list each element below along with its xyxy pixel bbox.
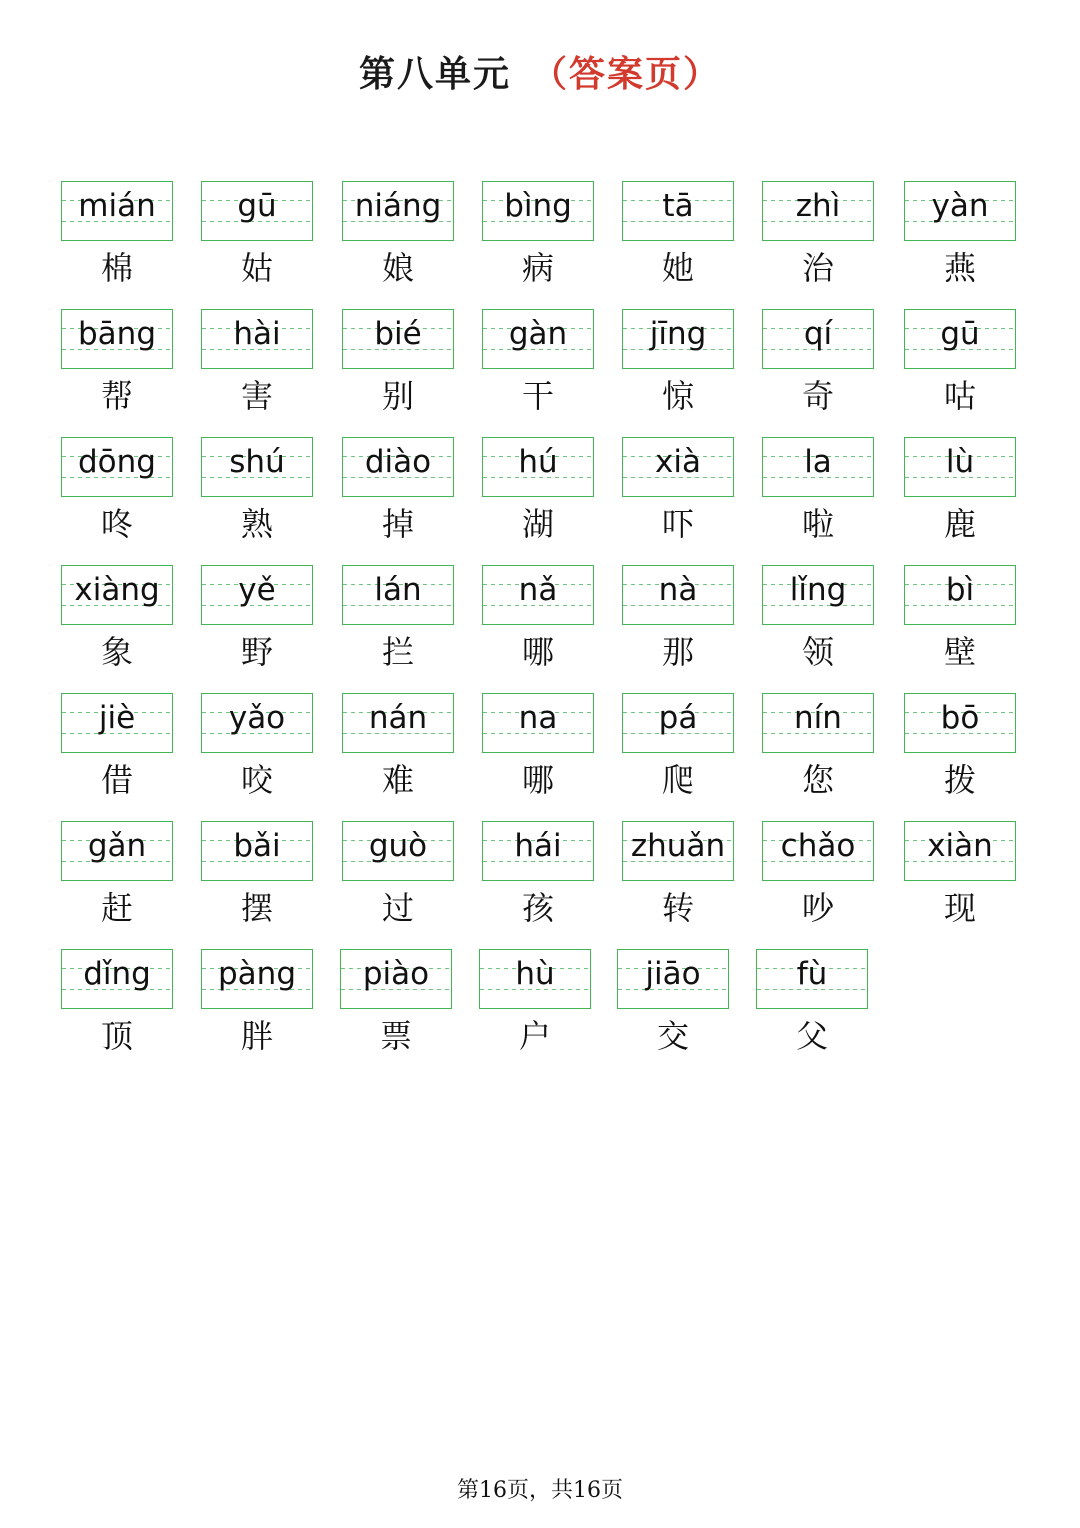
word-cell — [622, 309, 734, 429]
word-cell — [61, 949, 173, 1069]
pinyin-text: gàn — [508, 316, 568, 352]
pinyin-box — [622, 693, 734, 753]
pinyin-box — [904, 821, 1016, 881]
word-cell — [482, 693, 594, 813]
word-cell — [904, 181, 1016, 301]
pinyin-box — [904, 565, 1016, 625]
word-cell — [342, 821, 454, 941]
pinyin-text: qí — [803, 316, 833, 352]
word-cell — [756, 949, 868, 1069]
hanzi-character: 现 — [943, 889, 976, 927]
pinyin-text: yàn — [931, 188, 989, 224]
hanzi-character: 壁 — [943, 633, 976, 671]
hanzi-character: 咬 — [240, 761, 273, 799]
hanzi-character: 拨 — [943, 761, 976, 799]
pinyin-box — [61, 181, 173, 241]
hanzi-character: 帮 — [100, 377, 133, 415]
pinyin-box — [342, 821, 454, 881]
pinyin-box — [61, 437, 173, 497]
pinyin-text: xiàn — [927, 828, 993, 864]
pinyin-box — [201, 949, 313, 1009]
word-cell — [201, 693, 313, 813]
hanzi-character: 交 — [656, 1017, 689, 1055]
hanzi-character: 拦 — [381, 633, 414, 671]
pinyin-box — [482, 565, 594, 625]
hanzi-character: 奇 — [801, 377, 834, 415]
pinyin-text: fù — [796, 956, 828, 992]
pinyin-text: bō — [940, 700, 980, 736]
answer-page-label: （答案页） — [531, 53, 722, 95]
word-cell — [61, 437, 173, 557]
word-cell — [61, 565, 173, 685]
hanzi-character: 她 — [661, 249, 694, 287]
hanzi-character: 顶 — [100, 1017, 133, 1055]
word-cell — [342, 565, 454, 685]
hanzi-character: 咕 — [943, 377, 976, 415]
hanzi-character: 干 — [521, 377, 554, 415]
word-cell — [904, 821, 1016, 941]
word-cell — [61, 693, 173, 813]
word-cell — [201, 949, 313, 1069]
pinyin-box — [756, 949, 868, 1009]
hanzi-character: 病 — [521, 249, 554, 287]
word-cell — [622, 565, 734, 685]
hanzi-character: 吵 — [801, 889, 834, 927]
hanzi-character: 惊 — [661, 377, 694, 415]
pinyin-text: tā — [662, 188, 694, 224]
pinyin-text: jiè — [98, 700, 136, 736]
hanzi-character: 那 — [661, 633, 694, 671]
pinyin-text: bāng — [78, 316, 156, 352]
pinyin-box — [622, 181, 734, 241]
unit-title: 第八单元 — [358, 53, 511, 95]
hanzi-character: 别 — [381, 377, 414, 415]
pinyin-box — [342, 693, 454, 753]
hanzi-character: 借 — [100, 761, 133, 799]
pinyin-text: bì — [945, 572, 975, 608]
pinyin-text: jiāo — [645, 956, 701, 992]
hanzi-character: 您 — [801, 761, 834, 799]
word-cell — [762, 437, 874, 557]
pinyin-box — [201, 565, 313, 625]
pinyin-text: nǎ — [518, 572, 558, 608]
word-cell — [762, 565, 874, 685]
pinyin-text: nín — [794, 700, 842, 736]
word-cell — [61, 181, 173, 301]
pinyin-box — [201, 693, 313, 753]
hanzi-character: 赶 — [100, 889, 133, 927]
pinyin-text: nán — [368, 700, 428, 736]
pinyin-box — [61, 309, 173, 369]
hanzi-character: 娘 — [381, 249, 414, 287]
pinyin-text: mián — [78, 188, 156, 224]
pinyin-text: gǎn — [87, 828, 147, 864]
hanzi-character: 过 — [381, 889, 414, 927]
word-cell — [904, 437, 1016, 557]
pinyin-box — [61, 821, 173, 881]
pinyin-box — [617, 949, 729, 1009]
word-cell — [482, 821, 594, 941]
hanzi-character: 治 — [801, 249, 834, 287]
pinyin-text: gū — [237, 188, 277, 224]
pinyin-text: zhì — [795, 188, 841, 224]
hanzi-character: 咚 — [100, 505, 133, 543]
hanzi-character: 摆 — [240, 889, 273, 927]
pinyin-text: niáng — [354, 188, 442, 224]
pinyin-text: nà — [658, 572, 698, 608]
pinyin-box — [342, 437, 454, 497]
pinyin-box — [201, 181, 313, 241]
pinyin-text: lán — [374, 572, 422, 608]
hanzi-character: 哪 — [521, 761, 554, 799]
pinyin-text: la — [804, 444, 832, 480]
word-cell — [201, 821, 313, 941]
pinyin-text: pàng — [218, 956, 296, 992]
hanzi-character: 燕 — [943, 249, 976, 287]
pinyin-box — [904, 693, 1016, 753]
pinyin-text: chǎo — [780, 828, 856, 864]
word-cell — [762, 821, 874, 941]
hanzi-character: 转 — [661, 889, 694, 927]
hanzi-character: 野 — [240, 633, 273, 671]
pinyin-box — [904, 437, 1016, 497]
pinyin-box — [622, 437, 734, 497]
hanzi-character: 象 — [100, 633, 133, 671]
pinyin-box — [762, 565, 874, 625]
pinyin-box — [61, 949, 173, 1009]
hanzi-character: 父 — [795, 1017, 828, 1055]
pinyin-text: xià — [655, 444, 701, 480]
pinyin-text: pá — [658, 700, 698, 736]
hanzi-character: 湖 — [521, 505, 554, 543]
hanzi-character: 啦 — [801, 505, 834, 543]
pinyin-text: yě — [238, 572, 276, 608]
word-cell — [904, 309, 1016, 429]
pinyin-box — [482, 309, 594, 369]
hanzi-character: 熟 — [240, 505, 273, 543]
pinyin-text: piào — [362, 956, 430, 992]
pinyin-text: dǐng — [83, 956, 151, 992]
word-cell — [482, 181, 594, 301]
pinyin-box — [762, 181, 874, 241]
pinyin-box — [201, 309, 313, 369]
word-cell — [622, 693, 734, 813]
pinyin-box — [61, 565, 173, 625]
hanzi-character: 孩 — [521, 889, 554, 927]
pinyin-box — [904, 309, 1016, 369]
pinyin-box — [762, 821, 874, 881]
word-cell — [342, 309, 454, 429]
word-cell — [61, 309, 173, 429]
word-cell — [762, 309, 874, 429]
word-cell — [342, 181, 454, 301]
pinyin-box — [61, 693, 173, 753]
pinyin-text: hái — [514, 828, 562, 864]
pinyin-box — [622, 821, 734, 881]
pinyin-text: hài — [233, 316, 281, 352]
pinyin-box — [762, 309, 874, 369]
hanzi-character: 姑 — [240, 249, 273, 287]
hanzi-character: 哪 — [521, 633, 554, 671]
word-cell — [482, 565, 594, 685]
pinyin-box — [622, 565, 734, 625]
pinyin-text: bǎi — [233, 828, 281, 864]
pinyin-box — [201, 437, 313, 497]
pinyin-box — [622, 309, 734, 369]
pinyin-text: bìng — [504, 188, 572, 224]
pinyin-box — [482, 821, 594, 881]
pinyin-box — [342, 565, 454, 625]
word-cell — [622, 181, 734, 301]
word-cell — [482, 437, 594, 557]
pinyin-text: dōng — [78, 444, 156, 480]
pinyin-box — [482, 693, 594, 753]
pinyin-text: diào — [364, 444, 432, 480]
pinyin-box — [201, 821, 313, 881]
hanzi-character: 爬 — [661, 761, 694, 799]
word-cell — [479, 949, 591, 1069]
pinyin-box — [482, 437, 594, 497]
word-cell — [342, 437, 454, 557]
pinyin-text: hù — [515, 956, 555, 992]
word-cell — [617, 949, 729, 1069]
page-footer: 第16页，共16页 — [457, 1478, 623, 1503]
pinyin-text: guò — [368, 828, 428, 864]
pinyin-text: lǐng — [789, 572, 847, 608]
word-cell — [762, 693, 874, 813]
word-cell — [482, 309, 594, 429]
pinyin-box — [342, 181, 454, 241]
hanzi-character: 吓 — [661, 505, 694, 543]
word-cell — [201, 181, 313, 301]
word-cell — [342, 693, 454, 813]
pinyin-text: bié — [374, 316, 422, 352]
word-cell — [622, 821, 734, 941]
pinyin-box — [479, 949, 591, 1009]
pinyin-text: zhuǎn — [630, 828, 726, 864]
hanzi-character: 鹿 — [943, 505, 976, 543]
pinyin-text: hú — [518, 444, 558, 480]
hanzi-character: 领 — [801, 633, 834, 671]
pinyin-text: xiàng — [74, 572, 160, 608]
hanzi-character: 棉 — [100, 249, 133, 287]
hanzi-character: 户 — [518, 1017, 551, 1055]
word-cell — [904, 693, 1016, 813]
word-cell — [904, 565, 1016, 685]
pinyin-text: gū — [940, 316, 980, 352]
pinyin-text: na — [518, 700, 558, 736]
pinyin-text: yǎo — [228, 700, 286, 736]
word-cell — [622, 437, 734, 557]
pinyin-box — [342, 309, 454, 369]
hanzi-character: 票 — [379, 1017, 412, 1055]
word-cell — [61, 821, 173, 941]
pinyin-text: jīng — [649, 316, 707, 352]
pinyin-box — [482, 181, 594, 241]
pinyin-box — [762, 693, 874, 753]
word-cell — [201, 309, 313, 429]
pinyin-box — [762, 437, 874, 497]
pinyin-text: lù — [945, 444, 975, 480]
pinyin-box — [904, 181, 1016, 241]
pinyin-box — [340, 949, 452, 1009]
hanzi-character: 害 — [240, 377, 273, 415]
hanzi-character: 胖 — [240, 1017, 273, 1055]
word-cell — [340, 949, 452, 1069]
word-cell — [762, 181, 874, 301]
word-cell — [201, 437, 313, 557]
hanzi-character: 难 — [381, 761, 414, 799]
word-cell — [201, 565, 313, 685]
pinyin-text: shú — [229, 444, 285, 480]
hanzi-character: 掉 — [381, 505, 414, 543]
